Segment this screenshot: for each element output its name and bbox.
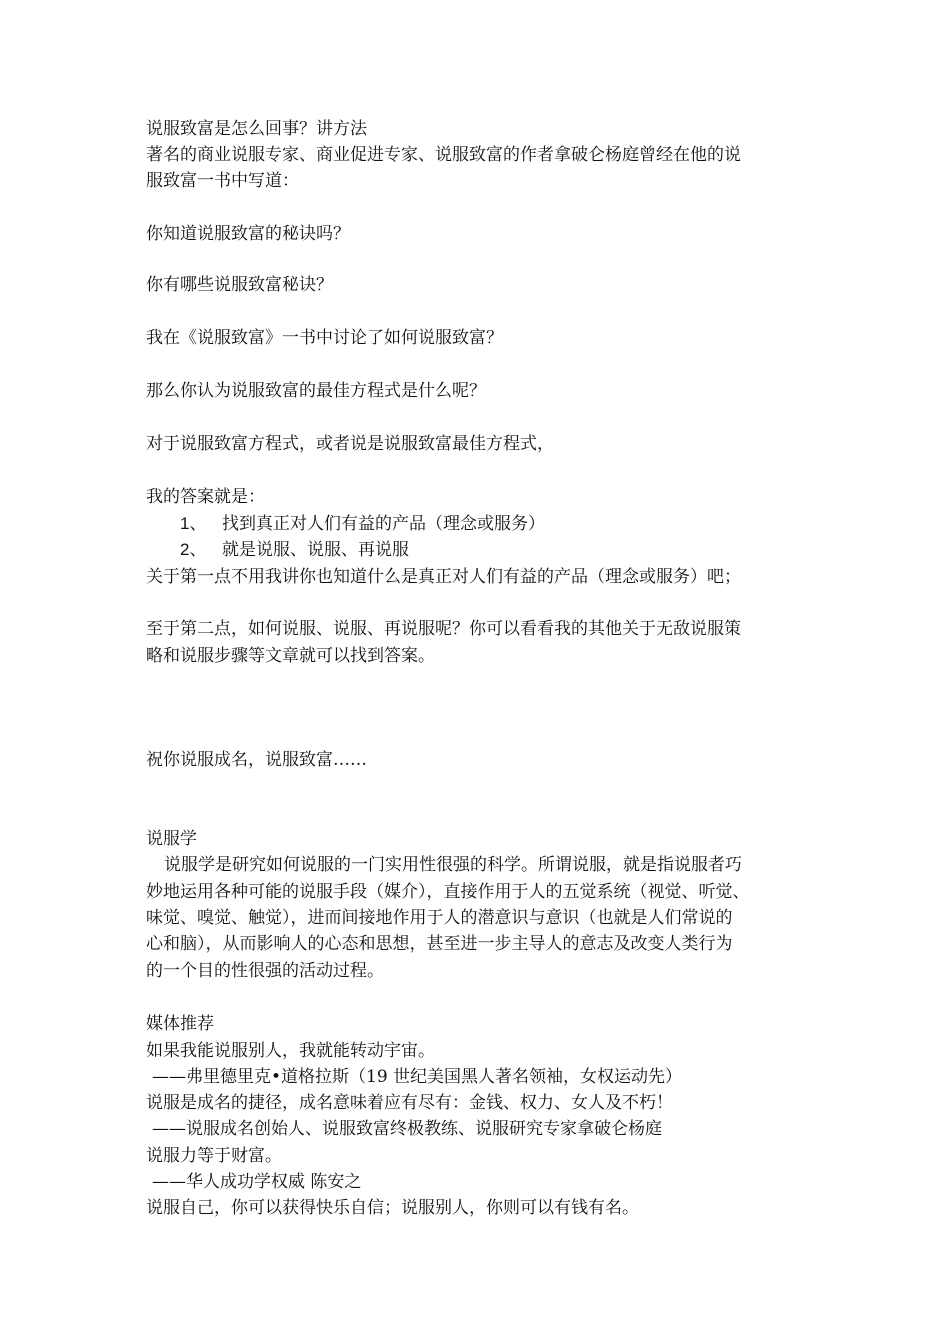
list-number: 1、: [180, 514, 207, 533]
list-item: [180, 539, 409, 561]
question-5: 对于说服致富方程式，或者说是说服致富最佳方程式，: [146, 434, 554, 454]
point-2-line-1: 至于第二点，如何说服、说服、再说服呢？你可以看看我的其他关于无敌说服策: [146, 619, 741, 639]
question-4: 那么你认为说服致富的最佳方程式是什么呢？: [146, 381, 486, 401]
question-2: 你有哪些说服致富秘诀？: [146, 275, 333, 295]
section-line-4: 心和脑），从而影响人的心态和思想，甚至进一步主导人的意志及改变人类行为: [146, 934, 733, 954]
media-attribution: ——华人成功学权威 陈安之: [152, 1172, 362, 1192]
section-line-5: 的一个目的性很强的活动过程。: [146, 961, 384, 981]
media-attribution: ——说服成名创始人、说服致富终极教练、说服研究专家拿破仑杨庭: [152, 1119, 662, 1139]
media-quote: 如果我能说服别人，我就能转动宇宙。: [146, 1041, 435, 1061]
document-title: 说服致富是怎么回事？讲方法: [146, 119, 367, 139]
intro-line-1: 著名的商业说服专家、商业促进专家、说服致富的作者拿破仑杨庭曾经在他的说: [146, 145, 741, 165]
media-quote: 说服自己，你可以获得快乐自信；说服别人，你则可以有钱有名。: [146, 1198, 639, 1218]
list-item: [180, 513, 545, 535]
section-line-3: 味觉、嗅觉、触觉），进而间接地作用于人的潜意识与意识（也就是人们常说的: [146, 908, 733, 928]
media-quote: 说服力等于财富。: [146, 1146, 282, 1166]
media-quote: 说服是成名的捷径，成名意味着应有尽有：金钱、权力、女人及不朽！: [146, 1093, 673, 1113]
intro-line-2: 服致富一书中写道：: [146, 171, 299, 191]
media-title: 媒体推荐: [146, 1014, 214, 1034]
point-2-line-2: 略和说服步骤等文章就可以找到答案。: [146, 646, 435, 666]
question-3: 我在《说服致富》一书中讨论了如何说服致富？: [146, 328, 503, 348]
list-number: 2、: [180, 540, 207, 559]
section-line-1: 说服学是研究如何说服的一门实用性很强的科学。所谓说服，就是指说服者巧: [164, 855, 742, 875]
closing-wish: 祝你说服成名，说服致富……: [146, 750, 367, 770]
section-title: 说服学: [146, 829, 197, 849]
point-1-text: 关于第一点不用我讲你也知道什么是真正对人们有益的产品（理念或服务）吧；: [146, 567, 741, 587]
media-attribution: ——弗里德里克•道格拉斯（19 世纪美国黑人著名领袖，女权运动先）: [152, 1067, 683, 1087]
answer-intro: 我的答案就是：: [146, 487, 265, 507]
list-text: 找到真正对人们有益的产品（理念或服务）: [222, 514, 545, 534]
section-line-2: 妙地运用各种可能的说服手段（媒介），直接作用于人的五觉系统（视觉、听觉、: [146, 882, 750, 902]
question-1: 你知道说服致富的秘诀吗？: [146, 224, 350, 244]
list-text: 就是说服、说服、再说服: [222, 540, 409, 560]
